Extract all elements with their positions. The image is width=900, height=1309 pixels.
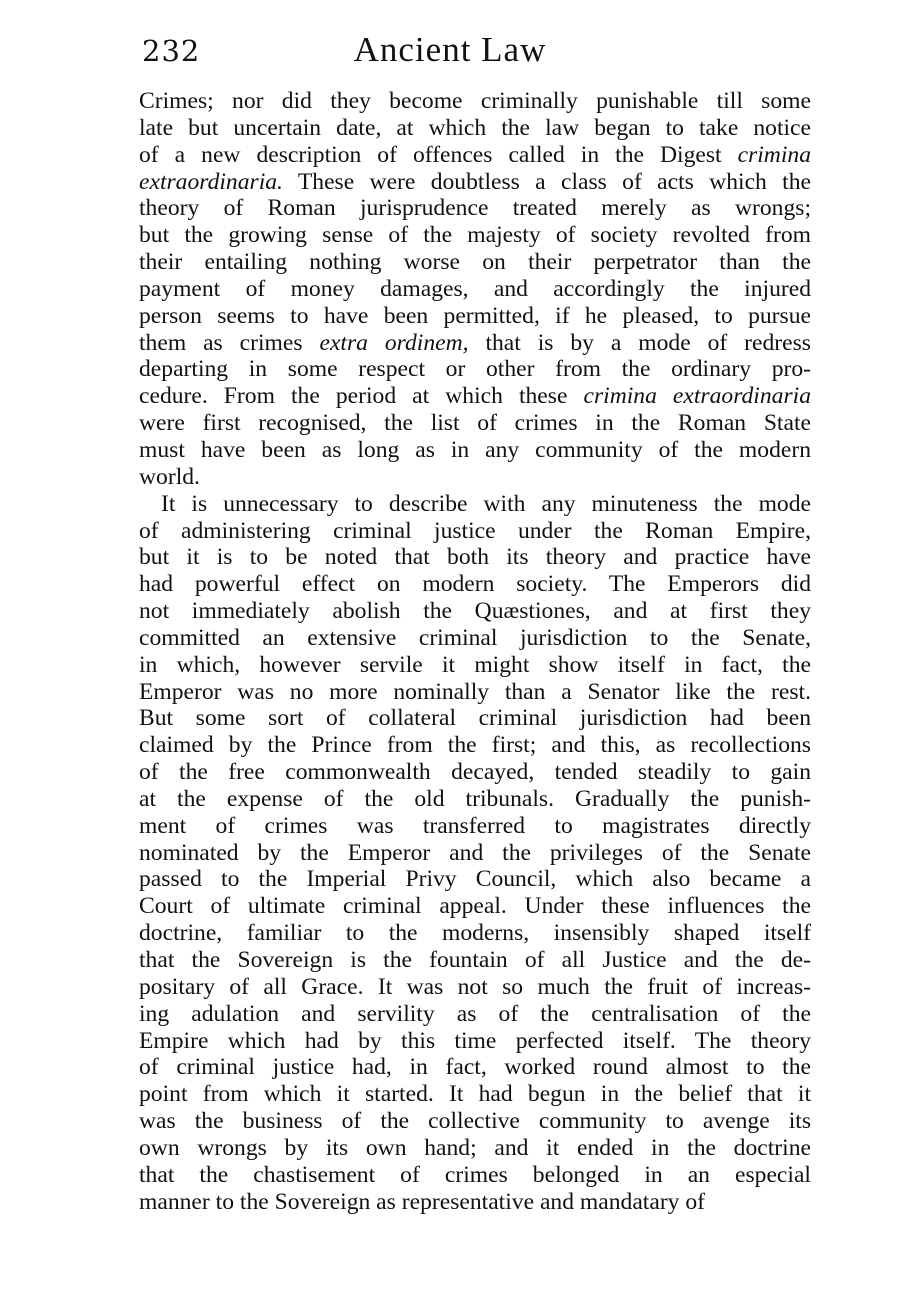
text-run: of criminal justice had, in fact, worked round almost to the: [139, 1054, 811, 1081]
text-line: [139, 544, 811, 571]
text-run: that the Sovereign is the fountain of all Justice and the de-: [139, 947, 811, 973]
text-run: payment of money damages, and accordingly the injured: [139, 275, 811, 302]
text-line: [139, 1162, 811, 1189]
text-run: But some sort of collateral criminal jurisdiction had been: [139, 705, 811, 732]
text-run: Empire which had by this time perfected itself. The theory: [139, 1027, 811, 1054]
text-line: [139, 518, 811, 545]
italic-run: crimina extraordinaria: [583, 383, 811, 410]
text-run: were first recognised, the list of crimes in the Roman State: [139, 410, 811, 437]
text-run: own wrongs by its own hand; and it ended in the doctrine: [139, 1134, 811, 1161]
text-run: person seems to have been permitted, if he pleased, to pursue: [139, 302, 811, 329]
text-run: claimed by the Prince from the first; and this, as recollections: [139, 732, 811, 759]
text-line: [139, 1081, 811, 1108]
text-line: [139, 437, 811, 464]
text-line: [139, 195, 811, 222]
italic-run: extraordinaria.: [139, 168, 283, 195]
text-run: must have been as long as in any community of the modern: [139, 436, 811, 463]
text-run: but the growing sense of the majesty of society revolted from: [139, 222, 811, 249]
text-run: departing in some respect or other from the ordinary pro-: [139, 356, 811, 383]
text-line: [139, 598, 811, 625]
text-run: not immediately abolish the Quæstiones, and at first they: [139, 598, 811, 625]
text-run: nominated by the Emperor and the privileges of the Senate: [139, 839, 811, 866]
text-line: [139, 1135, 811, 1162]
text-line: [139, 652, 811, 679]
text-line: [139, 974, 811, 1001]
text-run: but it is to be noted that both its theory and practice have: [139, 544, 811, 571]
text-run: them as crimes: [139, 329, 320, 356]
text-run: These were doubtless a class of acts which the: [282, 168, 811, 195]
text-run: positary of all Grace. It was not so much the fruit of increas-: [139, 973, 811, 1000]
text-line: [139, 142, 811, 169]
text-line: [139, 169, 811, 196]
italic-run: extra ordinem,: [319, 329, 469, 356]
text-line: [139, 1028, 811, 1055]
text-line: [139, 679, 811, 706]
text-line: [139, 464, 811, 491]
text-line: [139, 920, 811, 947]
text-line: [139, 383, 811, 410]
text-line: [139, 356, 811, 383]
text-line: [139, 866, 811, 893]
text-line: [139, 893, 811, 920]
text-line: [139, 732, 811, 759]
text-line: [139, 222, 811, 249]
text-line: [139, 276, 811, 303]
text-line: [139, 410, 811, 437]
text-run: at the expense of the old tribunals. Gradually the punish-: [139, 785, 811, 812]
text-run: ing adulation and servility as of the centralisation of the: [139, 1000, 811, 1027]
text-run: Court of ultimate criminal appeal. Under these influences the: [139, 893, 811, 920]
text-run: manner to the Sovereign as representative and mandatary of: [139, 1188, 706, 1215]
text-run: passed to the Imperial Privy Council, which also became a: [139, 866, 811, 893]
text-run: in which, however servile it might show itself in fact, the: [139, 651, 811, 678]
text-line: [139, 88, 811, 115]
text-line: [139, 571, 811, 598]
text-run: had powerful effect on modern society. The Emperors did: [139, 571, 811, 598]
text-line: [139, 947, 811, 974]
text-run: that the chastisement of crimes belonged in an especial: [139, 1161, 811, 1188]
text-line: [139, 1189, 811, 1216]
text-line: [139, 786, 811, 813]
text-line: [139, 303, 811, 330]
text-run: ment of crimes was transferred to magistrates directly: [139, 812, 811, 839]
text-line: [139, 1001, 811, 1028]
text-run: that is by a mode of redress: [468, 329, 811, 356]
text-run: of the free commonwealth decayed, tended steadily to gain: [139, 759, 811, 786]
text-run: their entailing nothing worse on their perpetrator than the: [139, 249, 811, 276]
running-title: Ancient Law: [353, 30, 547, 69]
text-run: late but uncertain date, at which the law began to take notice: [139, 114, 811, 141]
text-run: world.: [139, 463, 200, 490]
body-text: [139, 88, 811, 1215]
text-run: cedure. From the period at which these: [139, 383, 584, 410]
paragraph-2: [139, 491, 811, 1216]
text-line: [139, 840, 811, 867]
text-run: point from which it started. It had begun in the belief that it: [139, 1081, 811, 1108]
text-run: of administering criminal justice under the Roman Empire,: [139, 517, 811, 544]
text-line: [139, 115, 811, 142]
page-number: 232: [142, 34, 201, 68]
text-line: [139, 625, 811, 652]
text-line: [139, 491, 811, 518]
text-run: of a new description of offences called in the Digest: [139, 141, 738, 168]
text-run: committed an extensive criminal jurisdiction to the Senate,: [139, 624, 811, 651]
italic-run: crimina: [737, 141, 811, 168]
text-run: theory of Roman jurisprudence treated merely as wrongs;: [139, 195, 811, 222]
page-header: [0, 26, 900, 76]
text-run: Crimes; nor did they become criminally punishable till some: [139, 88, 811, 114]
text-line: [139, 330, 811, 357]
text-line: [139, 1054, 811, 1081]
text-run: doctrine, familiar to the moderns, insensibly shaped itself: [139, 920, 811, 947]
text-run: was the business of the collective community to avenge its: [139, 1108, 811, 1135]
text-line: [139, 1108, 811, 1135]
text-line: [139, 705, 811, 732]
text-line: [139, 249, 811, 276]
text-line: [139, 759, 811, 786]
paragraph-1: [139, 88, 811, 491]
text-run: Emperor was no more nominally than a Senator like the rest.: [139, 678, 811, 705]
text-run: It is unnecessary to describe with any minuteness the mode: [161, 490, 811, 517]
text-line: [139, 813, 811, 840]
